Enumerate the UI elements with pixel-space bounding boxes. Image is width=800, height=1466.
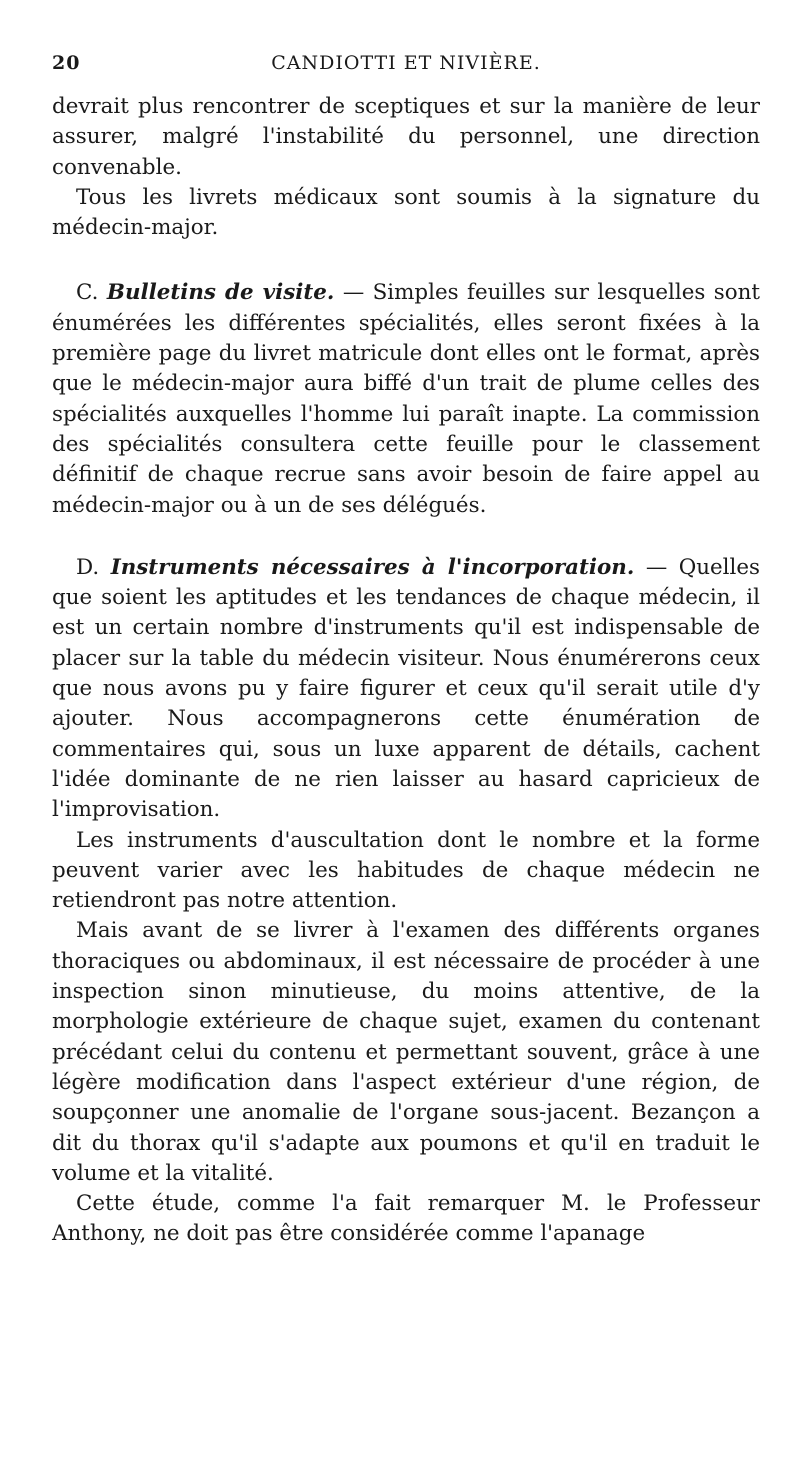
paragraph-anthony: Cette étude, comme l'a fait remarquer M. le Professeur Anthony, ne doit pas être considérée comme l'apanage — [52, 1191, 760, 1247]
paragraph-continuation: devrait plus rencontrer de sceptiques et sur la manière de leur assurer, malgré l'instabilité du personnel, une direction convenable. — [52, 94, 760, 180]
running-title: CANDIOTTI ET NIVIÈRE. — [271, 52, 541, 74]
section-c-title: Bulletins de visite. — [106, 280, 335, 306]
paragraph-livrets: Tous les livrets médicaux sont soumis à la signature du médecin-major. — [52, 184, 760, 241]
section-c-body: — Simples feuilles sur lesquelles sont énumérées les différentes spécialités, elles seront fixées à la première page du livret matricule dont elles ont le format, après que le médecin-major aura biffé d'un trait de plume celles des spécialités auxquelles l'homme lui paraît inapte. La commission des spécialités consultera cette feuille pour le classement définitif de chaque recrue sans avoir besoin de faire appel au médecin-major ou à un de ses délégués. — [52, 280, 760, 518]
section-d-title: Instruments nécessaires à l'incorporation. — [110, 554, 635, 580]
paragraph-auscultation: Les instruments d'auscultation dont le nombre et la forme peuvent varier avec les habitudes de chaque médecin ne retiendront pas notre attention. — [52, 827, 760, 914]
page — [52, 52, 760, 1250]
section-d-body: — Quelles que soient les aptitudes et les tendances de chaque médecin, il est un certain nombre d'instruments qu'il est indispensable de placer sur la table du médecin visiteur. Nous énumérerons ceux que nous avons pu y faire figurer et ceux qu'il serait utile d'y ajouter. Nous accompagnerons cette énumération de commentaires qui, sous un luxe apparent de détails, cachent l'idée dominante de ne rien laisser au hasard capricieux de l'improvisation. — [52, 554, 760, 823]
section-d-paragraph — [52, 553, 760, 826]
page-number: 20 — [52, 52, 81, 74]
section-d-letter: D. — [76, 554, 100, 580]
paragraph-inspection: Mais avant de se livrer à l'examen des différents organes thoraciques ou abdominaux, il est nécessaire de procéder à une inspection sinon minutieuse, du moins attentive, de la morphologie extérieure de chaque sujet, examen du contenant précédant celui du contenu et permettant souvent, grâce à une légère modification dans l'aspect extérieur d'une région, de soupçonner une anomalie de l'organe sous-jacent. Bezançon a dit du thorax qu'il s'adapte aux poumons et qu'il en traduit le volume et la vitalité. — [52, 918, 760, 1186]
section-c-paragraph — [52, 278, 760, 520]
running-header — [52, 52, 760, 92]
section-c-letter: C. — [76, 280, 99, 306]
